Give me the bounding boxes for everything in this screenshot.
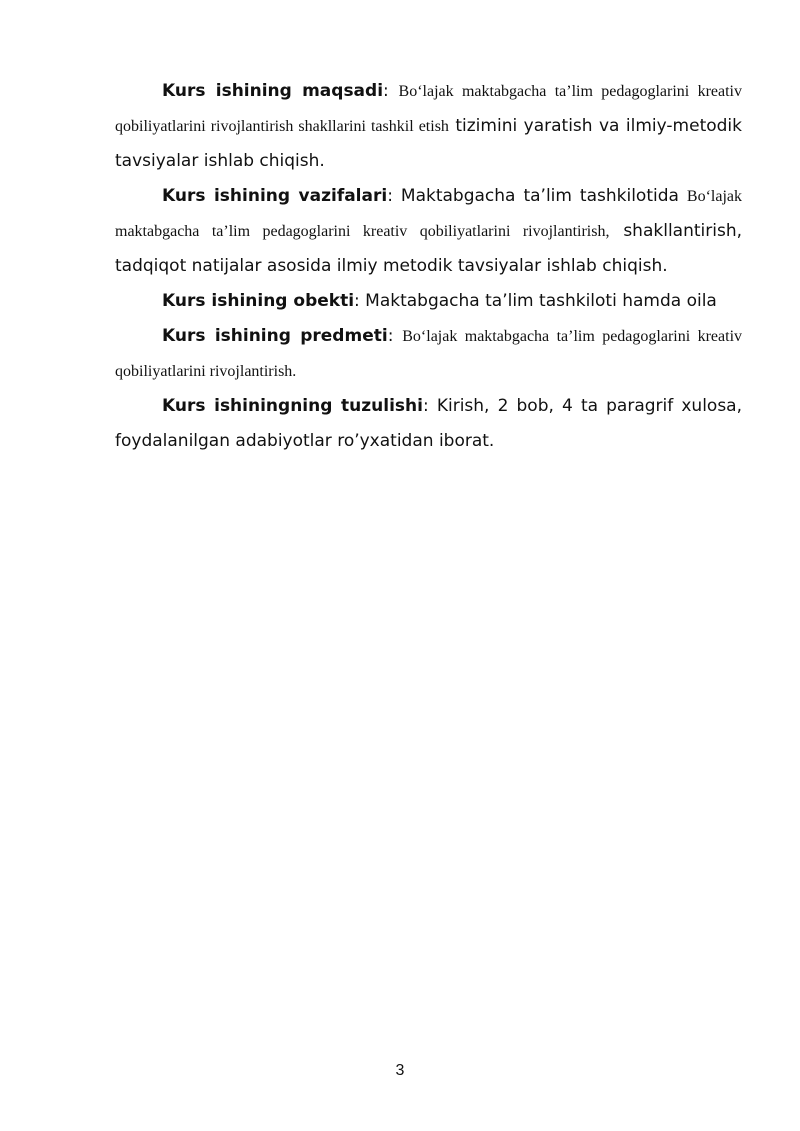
serif-text: Bo‘lajak maktabgacha ta’lim pedagoglarini kreativ qobiliyatlarini rivojlantirish,	[115, 188, 743, 240]
label-separator: :	[387, 326, 403, 346]
label-separator: :	[354, 291, 366, 311]
paragraph-predmeti	[115, 319, 742, 389]
label-separator: :	[383, 81, 399, 101]
body-text: Kirish, 2 bob, 4 ta paragrif xulosa, foydalanilgan adabiyotlar ro’yxatidan iborat.	[115, 396, 743, 451]
body-text: Maktabgacha ta’lim tashkiloti hamda oila	[365, 291, 717, 311]
serif-text: Bo‘lajak maktabgacha ta’lim pedagoglarini kreativ qobiliyatlarini rivojlantirish shakllarini tashkil etish	[115, 83, 742, 135]
paragraph-vazifalari	[115, 179, 742, 284]
section-label: Kurs ishining vazifalari	[162, 186, 388, 206]
body-text: shakllantirish, tadqiqot natijalar asosida ilmiy metodik tavsiyalar ishlab chiqish.	[115, 221, 742, 276]
body-text: Maktabgacha ta’lim tashkilotida	[400, 186, 687, 206]
section-label: Kurs ishiningning tuzulishi	[162, 396, 423, 416]
body-text: tizimini yaratish va ilmiy-metodik tavsiyalar ishlab chiqish.	[115, 116, 742, 171]
section-label: Kurs ishining maqsadi	[162, 81, 384, 101]
section-label: Kurs ishining obekti	[162, 291, 355, 311]
paragraph-tuzulishi	[115, 389, 742, 459]
label-separator: :	[422, 396, 437, 416]
label-separator: :	[387, 186, 401, 206]
section-label: Kurs ishining predmeti	[162, 326, 388, 346]
paragraph-obekti	[115, 284, 742, 319]
page-body	[115, 74, 742, 459]
page-number: 3	[395, 1062, 405, 1079]
serif-text: Bo‘lajak maktabgacha ta’lim pedagoglarini kreativ qobiliyatlarini rivojlantirish.	[115, 328, 743, 380]
paragraph-maqsadi	[115, 74, 742, 179]
